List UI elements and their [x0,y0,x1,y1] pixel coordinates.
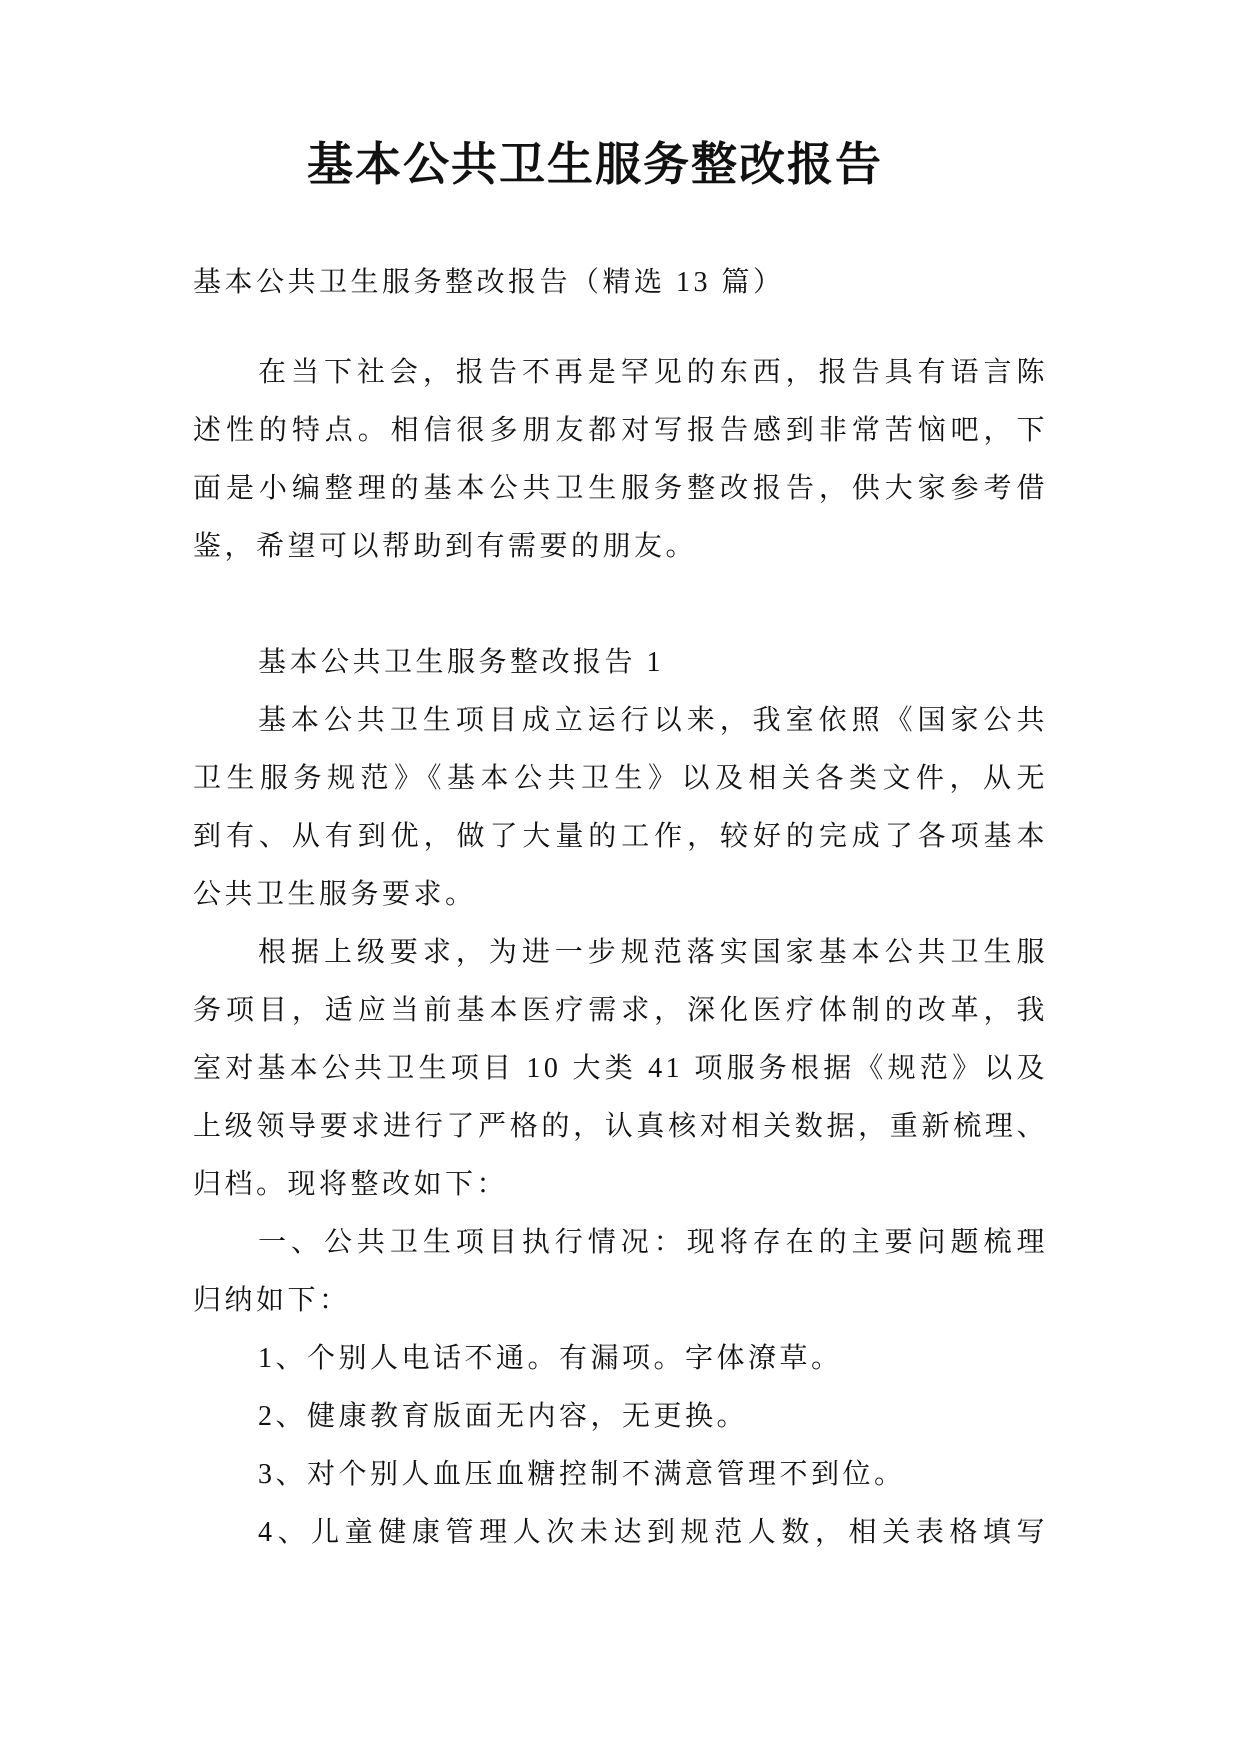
paragraph-line: 上级领导要求进行了严格的，认真核对相关数据，重新梳理、 [193,1111,1048,1142]
issue-item: 4、儿童健康管理人次未达到规范人数，相关表格填写 [258,1517,1048,1548]
intro-line: 述性的特点。相信很多朋友都对写报告感到非常苦恼吧，下 [193,415,1048,446]
paragraph-line: 基本公共卫生项目成立运行以来，我室依照《国家公共 [258,705,1048,736]
intro-paragraph [193,344,1048,576]
paragraph-line: 归档。现将整改如下： [193,1169,509,1200]
issue-list [193,1330,1048,1562]
body-paragraph [193,692,1048,924]
issue-item: 2、健康教育版面无内容，无更换。 [258,1401,749,1432]
paragraph-line: 室对基本公共卫生项目 10 大类 41 项服务根据《规范》以及 [193,1053,1048,1084]
body-paragraph [193,924,1048,1214]
paragraph-line: 归纳如下： [193,1285,351,1316]
document-body [193,254,1048,1562]
paragraph-line: 公共卫生服务要求。 [193,879,477,910]
body-paragraph [193,1214,1048,1330]
document-title: 基本公共卫生服务整改报告 [307,139,883,190]
paragraph-line: 务项目，适应当前基本医疗需求，深化医疗体制的改革，我 [193,995,1048,1026]
paragraph-line: 根据上级要求，为进一步规范落实国家基本公共卫生服 [258,937,1048,968]
intro-line: 鉴，希望可以帮助到有需要的朋友。 [193,531,698,562]
intro-line: 面是小编整理的基本公共卫生服务整改报告，供大家参考借 [193,473,1048,504]
paragraph-line: 卫生服务规范》《基本公共卫生》以及相关各类文件，从无 [193,763,1048,794]
intro-line: 在当下社会，报告不再是罕见的东西，报告具有语言陈 [258,357,1048,388]
paragraph-line: 一、公共卫生项目执行情况：现将存在的主要问题梳理 [258,1227,1048,1258]
issue-item: 1、个别人电话不通。有漏项。字体潦草。 [258,1343,843,1374]
section-heading: 基本公共卫生服务整改报告 1 [258,647,665,678]
issue-item: 3、对个别人血压血糖控制不满意管理不到位。 [258,1459,906,1490]
document-subtitle: 基本公共卫生服务整改报告（精选 13 篇） [193,267,785,298]
paragraph-line: 到有、从有到优，做了大量的工作，较好的完成了各项基本 [193,821,1048,852]
